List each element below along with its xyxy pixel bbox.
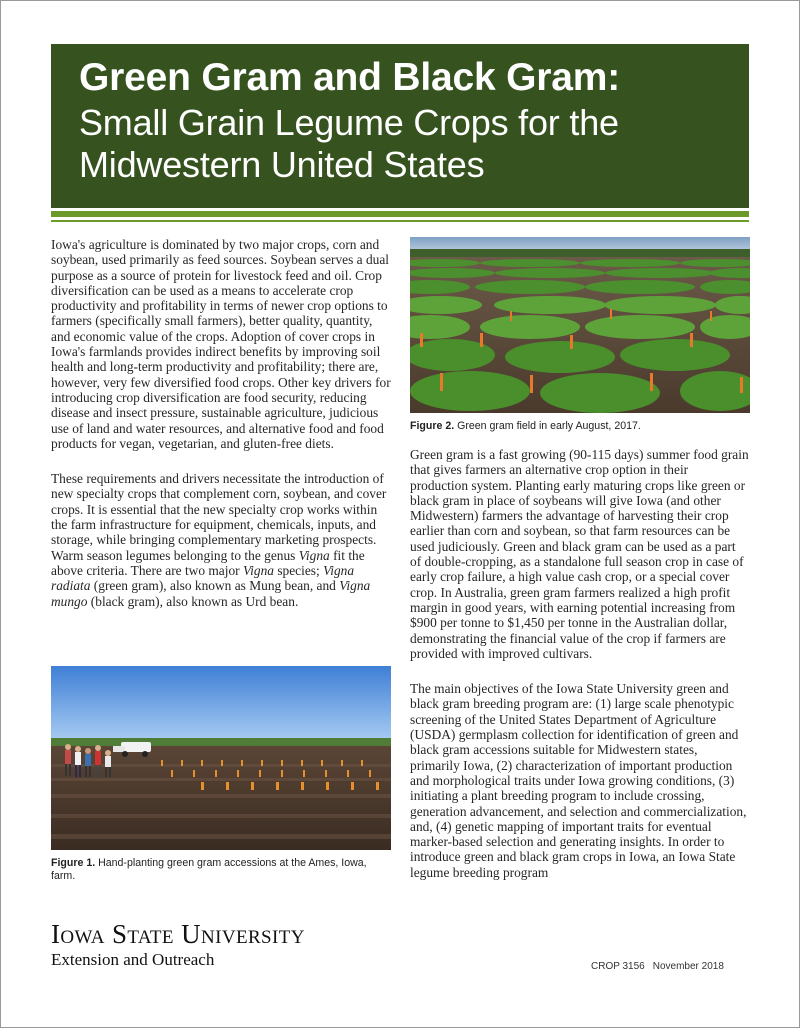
title-rule-thick xyxy=(51,211,749,217)
figure2-caption: Figure 2. Green gram field in early August, 2017. xyxy=(410,420,641,432)
genus-name: Vigna xyxy=(242,562,274,578)
left-column xyxy=(51,237,393,629)
document-subtitle: Small Grain Legume Crops for the Midwestern United States xyxy=(79,102,619,185)
university-wordmark: Iowa State University xyxy=(51,919,305,949)
figure1-photo xyxy=(51,666,391,850)
right-column xyxy=(410,447,749,900)
species-name: Vigna radiata xyxy=(51,562,355,594)
figure2-photo xyxy=(410,237,750,413)
intro-paragraph: Iowa's agriculture is dominated by two major crops, corn and soybean, used primarily as feed sources. Soybean serves a dual purpose as a source of protein for livestock feed and oil. Crop diversification can be used as a means to accelerate crop productivity and profitability in terms of newer crop options to farmers (specifically small farmers), better quality, quantity, and economic value of the crops. Adoption of cover crops in Iowa's farmlands provides indirect benefits by improving soil health and long-term productivity and profitability; there are, however, very few diversified food crops. Other key drivers for introducing crop diversification are food security, reducing disease and insect pressure, sustainable agriculture, judicious use of land and water resources, and alternative food and food products for vegan, vegetarian, and gluten-free diets. xyxy=(51,237,391,451)
figure2-label: Figure 2. xyxy=(410,420,455,432)
publication-info xyxy=(591,961,724,972)
figure1-label: Figure 1. xyxy=(51,857,96,869)
publication-date: November 2018 xyxy=(652,961,724,972)
genus-name: Vigna xyxy=(298,547,330,563)
document-title: Green Gram and Black Gram: xyxy=(79,56,621,99)
extension-unit: Extension and Outreach xyxy=(51,950,215,969)
figure1-caption: Figure 1. Hand-planting green gram accessions at the Ames, Iowa, farm. xyxy=(51,857,367,882)
title-rule-thin xyxy=(51,220,749,222)
publication-code: CROP 3156 xyxy=(591,961,645,972)
requirements-paragraph: These requirements and drivers necessitate the introduction of new specialty crops that complement corn, soybean, and cover crops. It is essential that the new specialty crop works within the farm infrastructure for equipment, chemicals, inputs, and storage, while bringing complementary marketing prospects. Warm season legumes belonging to the genus Vigna fit the above criteria. There are two major Vigna species; Vigna radiata (green gram), also known as Mung bean, and Vigna mungo (black gram), also known as Urd bean. xyxy=(51,471,387,609)
green-gram-paragraph: Green gram is a fast growing (90-115 days) summer food grain that gives farmers an alternative crop option in their production system. Planting early maturing crops like green or black gram in place of soybeans will give Iowa (and other Midwestern) farmers the advantage of harvesting their crop earlier than corn and soybean, so that farm resources can be used judiciously. Green and black gram can be used as a part of double-cropping, as a standalone full season crop in case of early crop failure, a high value cash crop, or a special cover crop. In Australia, green gram farmers realized a high profit margin in good years, with earning potential increasing from $900 per tonne to $1,450 per tonne in the Australian dollar, demonstrating the financial value of the crop if farmers are provided with improved cultivars. xyxy=(410,447,749,661)
objectives-paragraph: The main objectives of the Iowa State University green and black gram breeding program are: (1) large scale phenotypic screening of the United States Department of Agriculture (USDA) germplasm collection for identification of green and black gram accessions suitable for Midwestern states, primarily Iowa, (2) characterization of important production and morphological traits under Iowa growing conditions, (3) initiating a plant breeding program to include crossing, generation advancement, and selection and commercialization, and, (4) genetic mapping of important traits for eventual marker-based selection and generating insights. In order to introduce green and black gram crops in Iowa, an Iowa State legume breeding program xyxy=(410,681,747,880)
title-banner xyxy=(51,44,749,208)
species-name: Vigna mungo xyxy=(51,578,371,609)
